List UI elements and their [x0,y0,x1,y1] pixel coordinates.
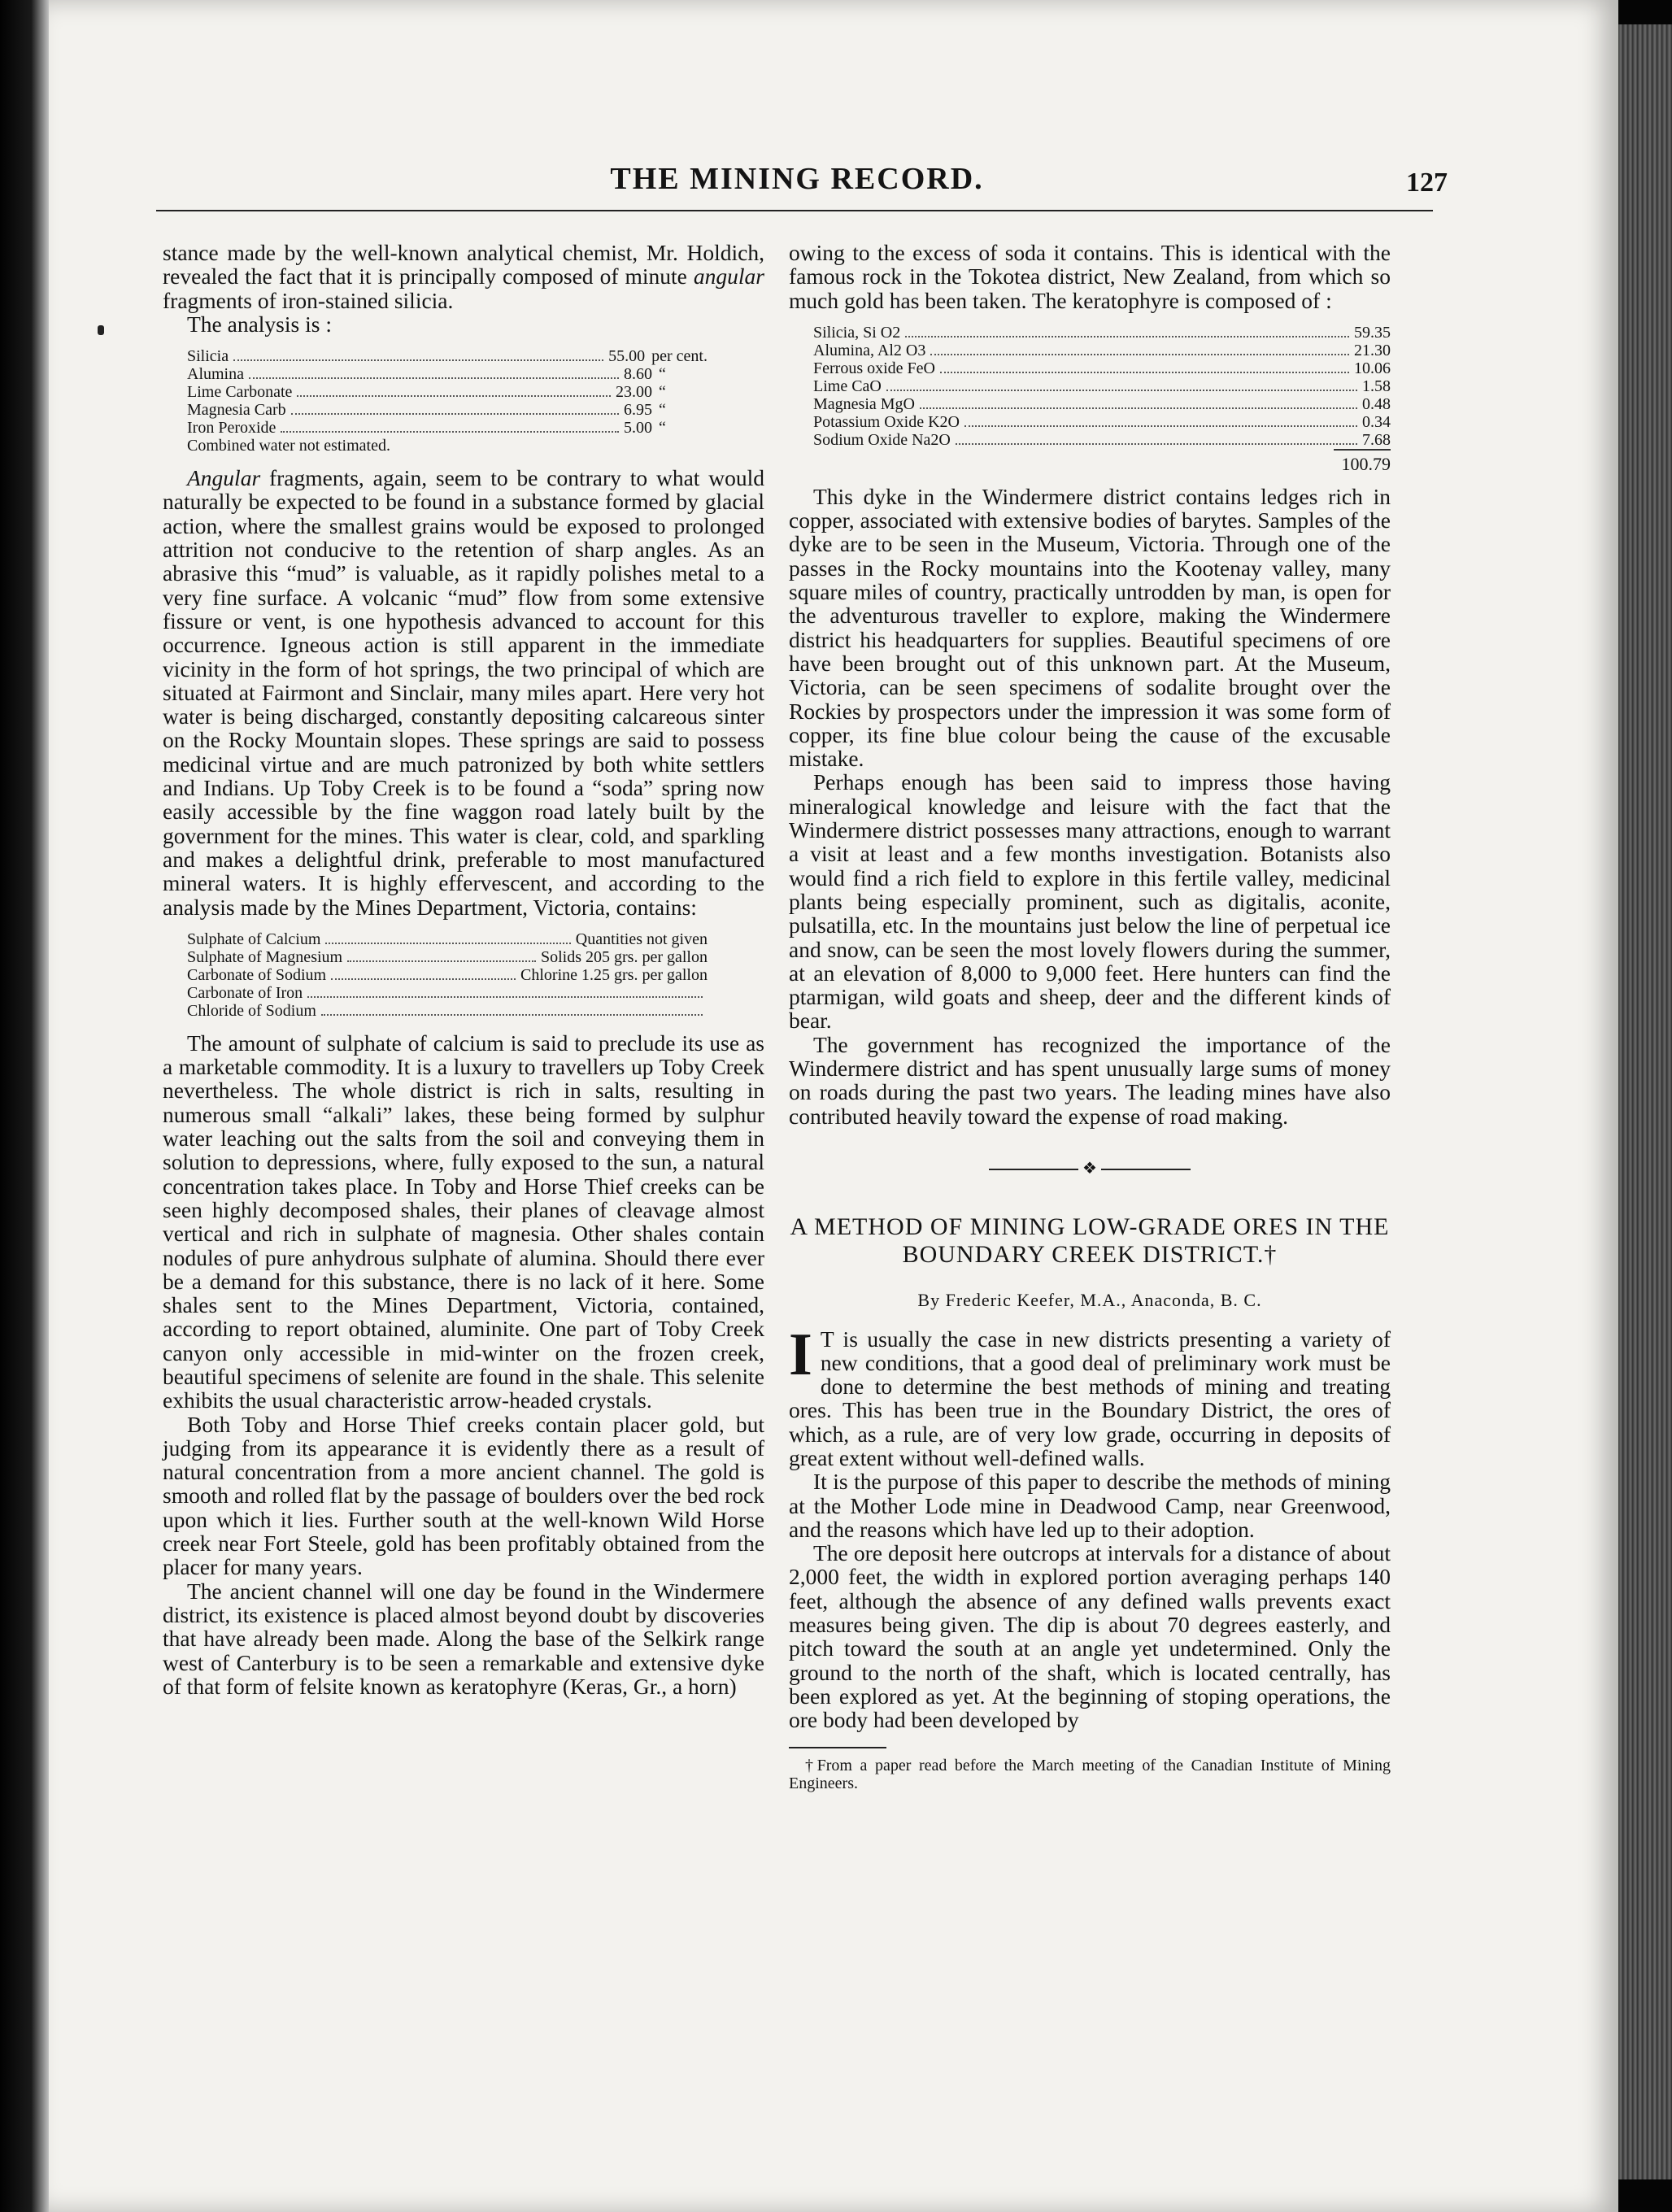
analysis-value: 1.58 [1362,377,1391,395]
dot-leader [886,390,1357,391]
analysis-value: 21.30 [1354,341,1391,359]
dot-leader [956,443,1357,445]
dot-leader [331,978,516,980]
right-column [789,241,1391,1792]
analysis-label: Magnesia Carb [187,401,286,420]
analysis-row [187,930,708,948]
analysis-value: 5.00 [624,419,652,438]
analysis-label: Sulphate of Magnesium [187,947,343,966]
dot-leader [233,359,603,361]
analysis-unit: “ [659,383,666,402]
analysis-label: Chloride of Sodium [187,1001,316,1020]
analysis-unit: “ [659,419,666,438]
analysis-label: Sodium Oxide Na2O [813,430,951,449]
paragraph: It is the purpose of this paper to describe the methods of mining at the Mother Lode mine in Deadwood Camp, near Greenwood, and the reasons which have led up to their adoption. [789,1469,1391,1542]
analysis-value: 55.00 [608,347,646,366]
analysis-value: 8.60 [624,365,652,384]
divider-line [1101,1169,1191,1170]
dot-leader [325,943,570,944]
analysis-row [187,984,708,1002]
dot-leader [905,336,1349,337]
analysis-label: Alumina, Al2 O3 [813,341,926,359]
dot-leader [281,431,619,433]
dot-leader [321,1014,703,1016]
analysis-row [187,365,708,383]
analysis-rows [813,324,1391,449]
paragraph: The ore deposit here outcrops at intervals for a distance of about 2,000 feet, the width in explored portion averaging perhaps 140 feet, although the absence of any defined walls prevents exact measures being given. The dip is about 70 degrees easterly, and pitch toward the south at an angle yet undetermined. Only the ground to the north of the shaft, which is located centrally, has been explored as yet. At the beginning of stoping operations, the ore body had been developed by [789,1540,1391,1733]
analysis-row [813,395,1391,413]
analysis-value: Chlorine 1.25 grs. per gallon [520,965,708,984]
analysis-row [813,413,1391,431]
dot-leader [291,413,619,415]
analysis-label: Iron Peroxide [187,419,276,438]
margin-mark [98,325,104,335]
paragraph: Perhaps enough has been said to impress those having mineralogical knowledge and leisure with the fact that the Windermere district possesses many attractions, enough to warrant a visit at least and a few months investigation. Botanists also would find a rich field to explore in this fertile valley, medicinal plants being especially prominent, such as digitalis, aconite, pulsatilla, etc. In the mountains just below the line of perpetual ice and snow, can be seen the most lovely flowers during the summer, at an elevation of 8,000 to 9,000 feet. Here hunters can find the ptarmigan, wild goats and sheep, deer and the different kinds of bear. [789,769,1391,1034]
analysis-value: 0.48 [1362,394,1391,413]
paragraph: owing to the excess of soda it contains. This is identical with the famous rock in the Tokotea district, New Zealand, from which so much gold has been taken. The keratophyre is composed of : [789,240,1391,313]
analysis-label: Carbonate of Sodium [187,965,327,984]
dot-leader [964,425,1357,427]
paragraph: The amount of sulphate of calcium is said to preclude its use as a marketable commodity. It is a luxury to travellers up Toby Creek nevertheless. The whole district is rich in salts, resulting in numerous small “alkali” lakes, these being formed by sulphur water leaching out the salts from the soil and conveying them in solution to depressions, where, fully exposed to the sun, a natural concentration takes place. In Toby and Horse Thief creeks can be seen highly decomposed shales, their planes of cleavage almost vertical and rich in sulphate of magnesia. Other shales contain nodules of pure anhydrous sulphate of alumina. Should there ever be a demand for this substance, there is no lack of it here. Some shales sent to the Mines Department, Victoria, contained, according to report obtained, aluminite. One part of Toby Creek canyon only accessible in mid-winter on the frozen creek, beautiful specimens of selenite are found in the shale. This selenite exhibits the usual characteristic arrow-headed crystals. [163,1030,764,1413]
analysis-value: 7.68 [1362,430,1391,449]
analysis-value: 23.00 [616,383,652,402]
dot-leader [930,354,1349,355]
analysis-row [187,401,708,419]
text-run: stance made by the well-known analytical chemist, Mr. Holdich, revealed the fact that it is principally composed of minute [163,240,764,290]
analysis-row [813,377,1391,395]
analysis-table-keratophyre [813,324,1391,473]
paragraph [163,466,764,919]
analysis-row [813,324,1391,342]
dot-leader [940,372,1349,373]
drop-cap: I [789,1321,812,1388]
paragraph [163,241,764,312]
analysis-label: Silicia [187,347,229,366]
analysis-label: Combined water not estimated. [187,437,390,455]
footnote-rule [789,1747,886,1748]
article-title: A METHOD OF MINING LOW-GRADE ORES IN THE BOUNDARY CREEK DISTRICT.† [790,1213,1390,1269]
analysis-value: 6.95 [624,401,652,420]
analysis-value: Quantities not given [575,930,708,948]
analysis-table-mud [187,347,764,455]
analysis-label: Potassium Oxide K2O [813,412,960,431]
analysis-row [187,966,708,984]
dot-leader [307,996,703,998]
paragraph: The analysis is : [187,311,332,337]
dot-leader [297,395,611,397]
footnote: †From a paper read before the March meeting of the Canadian Institute of Mining Engineers. [789,1756,1391,1792]
analysis-row [187,437,708,455]
analysis-label: Silicia, Si O2 [813,323,901,342]
header-rule [156,210,1433,211]
analysis-row [813,431,1391,449]
analysis-label: Magnesia MgO [813,394,915,413]
divider-line [989,1169,1078,1170]
page-edges [1618,24,1672,2179]
analysis-value: 59.35 [1354,323,1391,342]
analysis-row [187,383,708,401]
analysis-row [187,1002,708,1020]
analysis-label: Lime Carbonate [187,383,293,402]
analysis-row [187,419,708,437]
emphasis: Angular [187,465,261,491]
analysis-row [813,342,1391,359]
paragraph: The ancient channel will one day be found in the Windermere district, its existence is placed almost beyond doubt by discoveries that have already been made. Along the base of the Selkirk range west of Canterbury is to be seen a remarkable and extensive dyke of that form of felsite known as keratophyre (Keras, Gr., a horn) [163,1578,764,1699]
analysis-unit: per cent. [651,347,708,366]
section-divider [789,1157,1391,1181]
paragraph: This dyke in the Windermere district contains ledges rich in copper, associated with extensive bodies of barytes. Samples of the dyke are to be seen in the Museum, Victoria. Through one of the passes in the Rocky mountains into the Kootenay valley, many square miles of country, practically untrodden by man, is open for the adventurous traveller to explore, making the Windermere district his headquarters for supplies. Beautiful specimens of ore have been brought out of this unknown part. At the Museum, Victoria, can be seen specimens of sodalite brought over the Rockies by prospectors under the impression it was some form of copper, its fine blue colour being the cause of the excusable mistake. [789,483,1391,772]
analysis-value: 0.34 [1362,412,1391,431]
analysis-row [187,948,708,966]
page-number: 127 [1406,168,1448,198]
total-rule [1334,449,1391,451]
analysis-table-soda-spring [187,930,764,1020]
left-column [163,241,764,1698]
paragraph: Both Toby and Horse Thief creeks contain placer gold, but judging from its appearance it is evidently there as a result of natural concentration from a more ancient channel. The gold is smooth and rolled flat by the passage of boulders over the bed rock upon which it lies. Further south at the well-known Wild Horse creek near Fort Steele, gold has been profitably obtained from the placer for many years. [163,1411,764,1580]
emphasis: angular [693,263,764,290]
text-run: T is usually the case in new districts presenting a variety of new conditions, that a good deal of preliminary work must be done to determine the best methods of mining and treating ores. This has been true in the Boundary District, the ores of which, as a rule, are of very low grade, occurring in deposits of great extent without well-defined walls. [789,1326,1391,1470]
analysis-value: Solids 205 grs. per gallon [541,947,708,966]
analysis-row [813,359,1391,377]
analysis-unit: “ [659,365,666,384]
text-run: fragments of iron-stained silicia. [163,287,454,313]
dot-leader [347,960,536,962]
paragraph: The government has recognized the importance of the Windermere district and has spent unusually large sums of money on roads during the past two years. The leading mines have also contributed heavily toward the expense of road making. [789,1031,1391,1129]
analysis-value: 10.06 [1354,359,1391,377]
paragraph [789,1321,1391,1470]
byline: By Frederic Keefer, M.A., Anaconda, B. C. [917,1290,1262,1311]
analysis-label: Sulphate of Calcium [187,930,321,948]
text-run: fragments, again, seem to be contrary to what would naturally be expected to be found in a substance formed by glacial action, where the smallest grains would be exposed to prolonged attrition not conducive to the retention of sharp angles. As an abrasive this “mud” is valuable, as it rapidly polishes metal to a very fine surface. A volcanic “mud” flow from some extensive fissure or vent, is one hypothesis advanced to account for this occurrence. Igneous action is still apparent in the immediate vicinity in the form of hot springs, the two principal of which are situated at Fairmont and Sinclair, many miles apart. Here very hot water is being discharged, constantly depositing calcareous sinter on the Rocky Mountain slopes. These springs are said to possess medicinal virtue and are much patronized by both white settlers and Indians. Up Toby Creek is to be found a “soda” spring now easily accessible by the fine waggon road lately built by the government for the mines. This water is clear, cold, and sparkling and makes a delightful drink, preferable to most manufactured mineral waters. It is highly effervescent, and according to the analysis made by the Mines Department, Victoria, contains: [163,465,764,920]
analysis-label: Lime CaO [813,377,882,395]
dot-leader [249,377,619,379]
analysis-label: Alumina [187,365,244,384]
analysis-unit: “ [659,401,666,420]
analysis-total: 100.79 [1341,453,1391,474]
dot-leader [920,407,1357,409]
running-head: THE MINING RECORD. [610,162,984,196]
analysis-row [187,347,708,365]
analysis-label: Ferrous oxide FeO [813,359,935,377]
analysis-label: Carbonate of Iron [187,983,303,1002]
ornament-icon: ❖ [1082,1159,1097,1178]
